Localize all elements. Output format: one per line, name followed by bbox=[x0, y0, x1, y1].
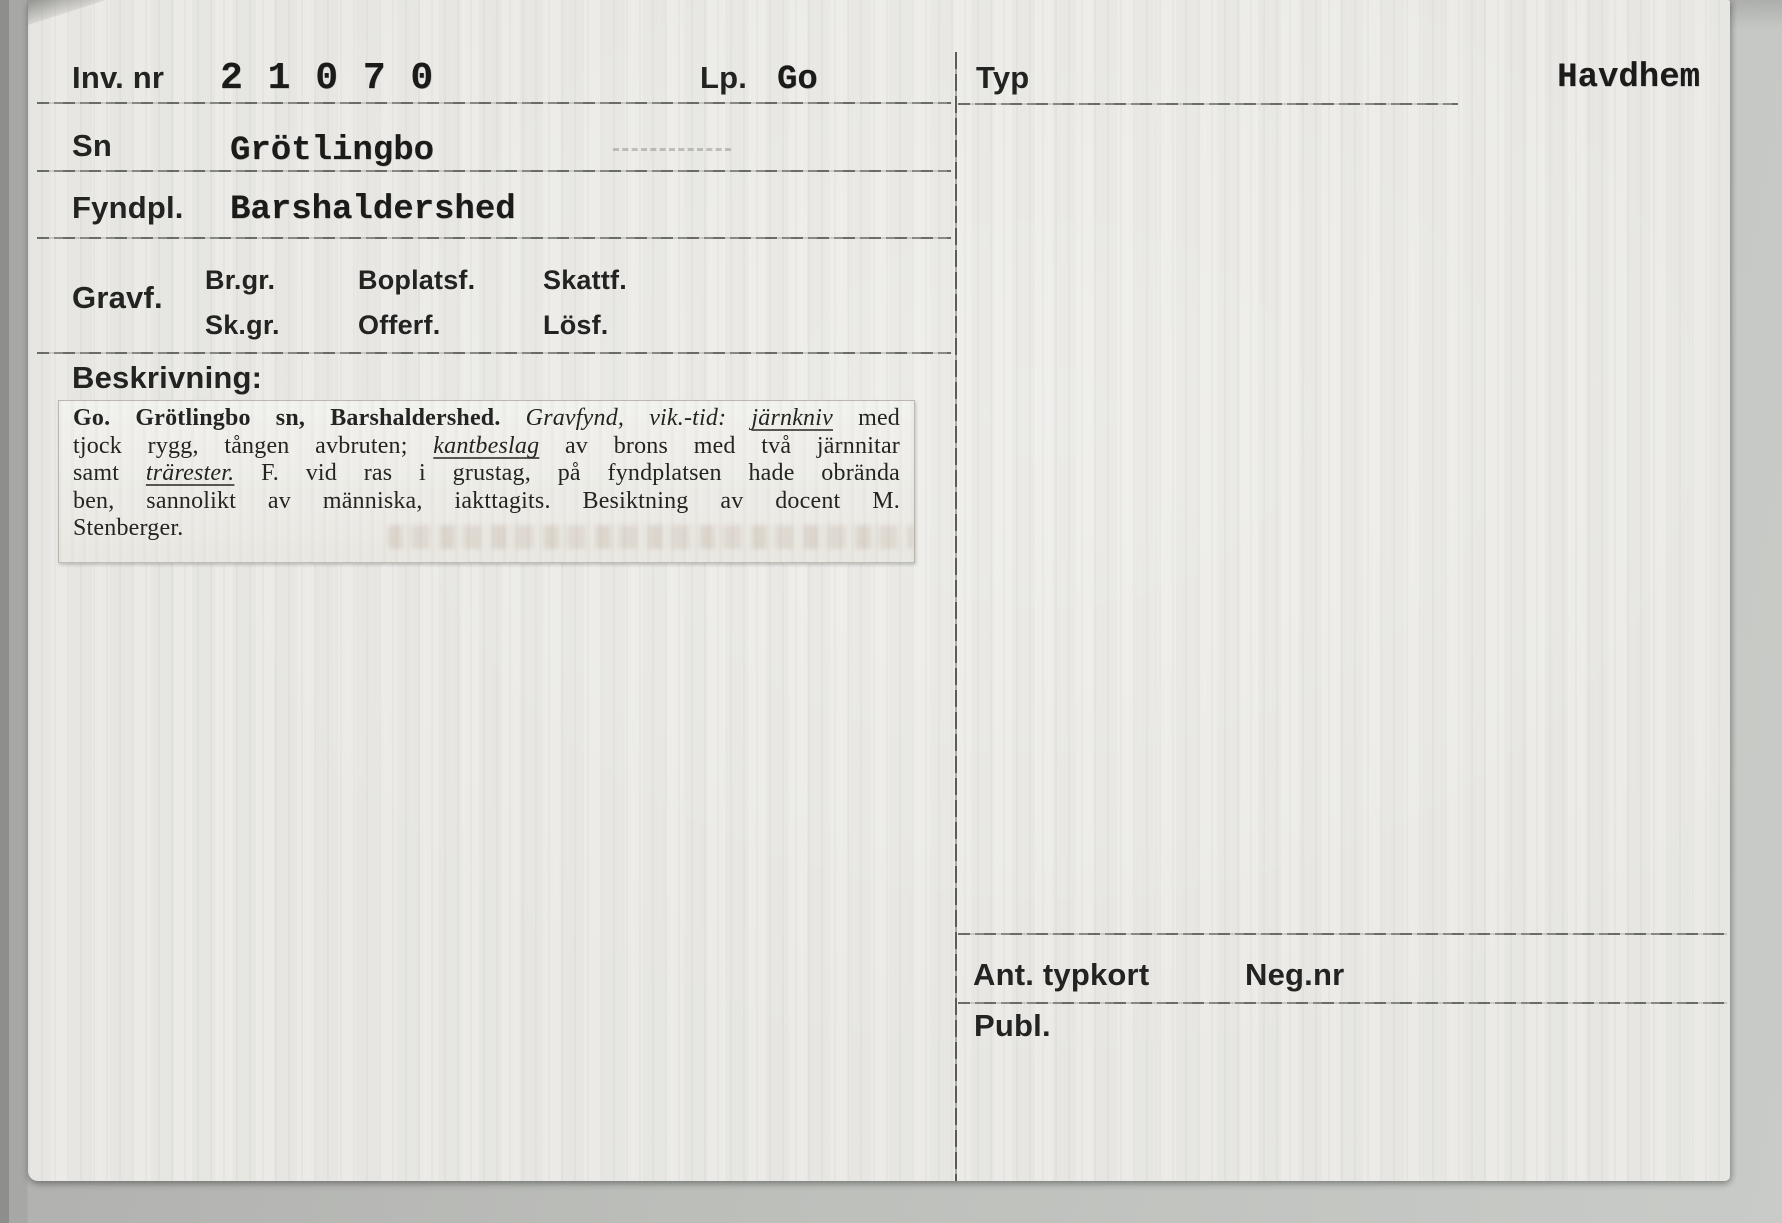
description-line: Go. Grötlingbo sn, Barshaldershed. Gravfynd, vik.-tid: järnkniv med bbox=[73, 405, 901, 431]
fyndpl-value: Barshaldershed bbox=[230, 191, 516, 229]
inv-nr-value: 2 1 0 7 0 bbox=[220, 57, 435, 100]
card-corner-shadow bbox=[28, 0, 106, 25]
inv-nr-label: Inv. nr bbox=[72, 60, 165, 95]
description-line: ben, sannolikt av människa, iakttagits. Besiktning av docent M. bbox=[73, 487, 900, 514]
negnr-label: Neg.nr bbox=[1245, 957, 1345, 992]
rule-under-sn bbox=[37, 170, 951, 172]
lp-label: Lp. bbox=[700, 60, 748, 95]
sn-label: Sn bbox=[72, 128, 113, 163]
column-divider bbox=[955, 52, 957, 1181]
rule-under-ant-typkort bbox=[958, 1002, 1727, 1004]
description-line: samt trärester. F. vid ras i grustag, på fyndplatsen hade obrända bbox=[73, 460, 901, 486]
typ-value: Havdhem bbox=[1557, 59, 1700, 97]
description-text bbox=[73, 405, 900, 543]
rule-under-typ-right bbox=[958, 103, 1458, 105]
rule-above-ant-typkort bbox=[958, 933, 1727, 935]
grav-option-losf: Lösf. bbox=[543, 310, 609, 340]
grav-option-brgr: Br.gr. bbox=[205, 265, 276, 295]
grav-option-offerf: Offerf. bbox=[358, 310, 441, 340]
grav-option-skgr: Sk.gr. bbox=[205, 310, 280, 340]
catalog-card bbox=[28, 0, 1730, 1181]
bleed-through-text bbox=[388, 525, 913, 549]
grav-option-skattf: Skattf. bbox=[543, 265, 627, 295]
sn-value: Grötlingbo bbox=[230, 132, 435, 170]
publ-label: Publ. bbox=[974, 1008, 1051, 1043]
gravf-label: Gravf. bbox=[72, 280, 163, 315]
description-line: tjock rygg, tången avbruten; kantbeslag av brons med två järnnitar bbox=[73, 432, 900, 459]
rule-under-gravf bbox=[37, 352, 951, 354]
lp-value: Go bbox=[777, 61, 818, 99]
fyndpl-label: Fyndpl. bbox=[72, 190, 184, 225]
grav-option-boplatsf: Boplatsf. bbox=[358, 265, 476, 295]
rule-under-inv-left bbox=[37, 102, 951, 104]
ant-typkort-label: Ant. typkort bbox=[973, 957, 1150, 992]
description-line: Stenberger. bbox=[73, 515, 184, 541]
beskrivning-label: Beskrivning: bbox=[72, 360, 263, 395]
rule-under-fyndpl bbox=[37, 237, 951, 239]
pencil-dash-marks bbox=[613, 148, 731, 151]
typ-label: Typ bbox=[976, 60, 1030, 95]
